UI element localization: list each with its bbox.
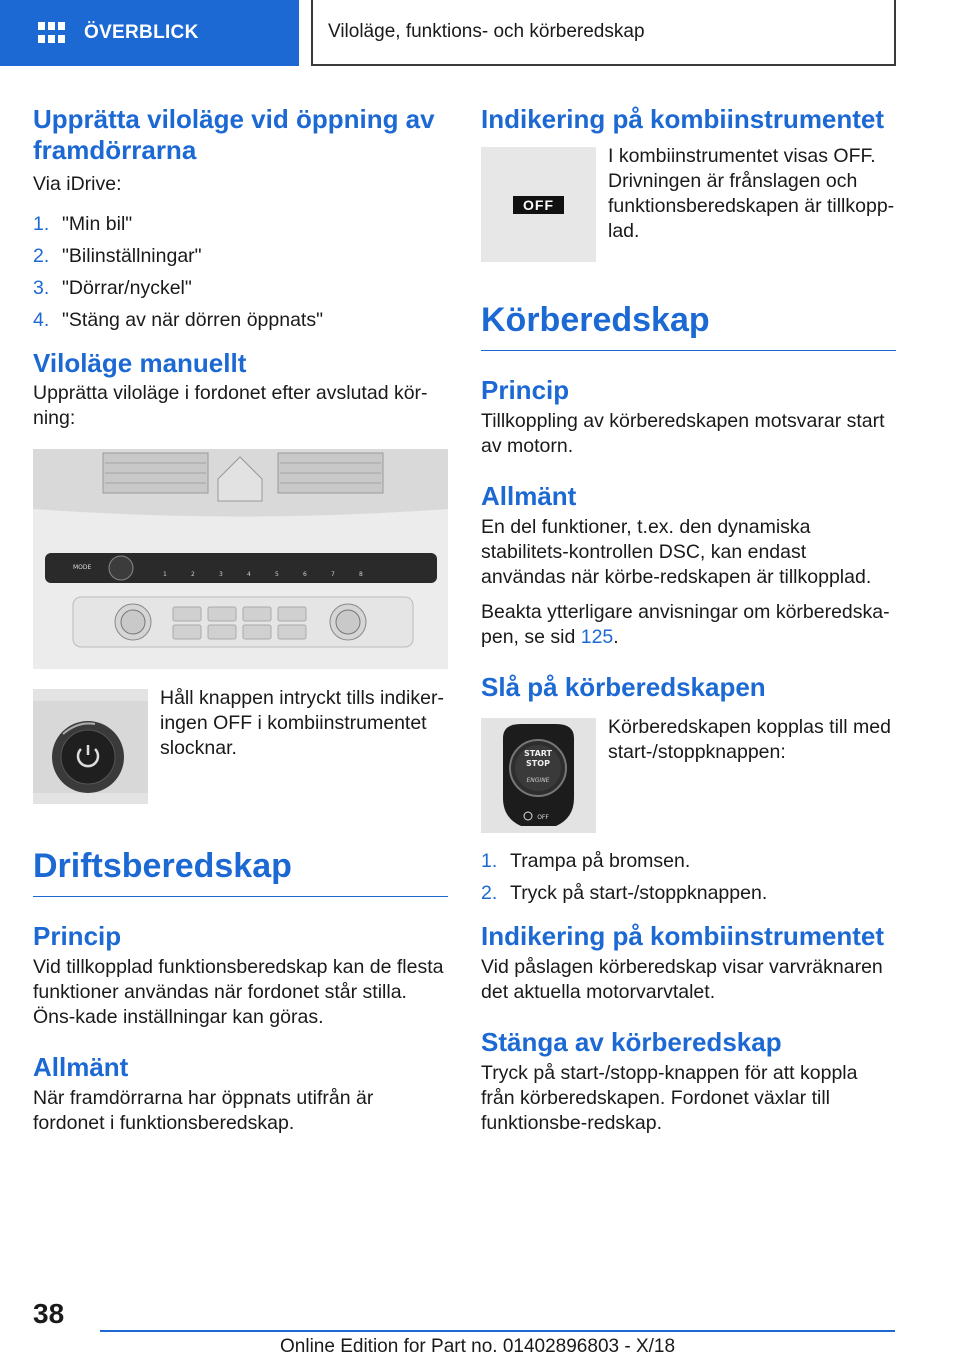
heading-korberedskap: Körberedskap: [481, 300, 896, 351]
idrive-steps-list: [33, 212, 448, 333]
heading-indikering-1: Indikering på kombiinstrumentet: [481, 104, 885, 134]
edition-text: Online Edition for Part no. 01402896803 - X/18: [280, 1336, 676, 1357]
list-item: 1. Trampa på bromsen.: [481, 850, 691, 872]
allmant-kor-text-2: Beakta ytterligare anvisningar om körberedska-pen, se sid 125.: [481, 601, 890, 648]
sla-pa-row: [481, 718, 896, 833]
off-indicator-label: OFF: [513, 196, 564, 214]
heading-stanga-av: Stänga av körberedskap: [481, 1027, 782, 1057]
center-console-image: [33, 449, 448, 669]
list-item: 2. "Bilinställningar": [33, 245, 202, 267]
start-steps-list: [481, 849, 896, 906]
off-indicator-image: [481, 147, 596, 262]
svg-text:4: 4: [247, 571, 251, 578]
start-stop-button-image: [481, 718, 596, 833]
heading-driftsberedskap: Driftsberedskap: [33, 846, 448, 897]
knob-row: [33, 689, 448, 804]
svg-text:START: START: [523, 749, 553, 758]
page-header: [0, 0, 960, 66]
heading-allmant-kor: Allmänt: [481, 481, 577, 511]
svg-text:1: 1: [163, 571, 167, 578]
indikering-2-text: Vid påslagen körberedskap visar varvräknaren det aktuella motorvarvtalet.: [481, 956, 883, 1003]
sla-pa-text: Körberedskapen kopplas till med start-/stoppknappen:: [608, 716, 891, 763]
overview-tab[interactable]: [0, 0, 299, 66]
svg-text:ENGINE: ENGINE: [526, 777, 550, 784]
heading-manual-rest-mode: Viloläge manuellt: [33, 348, 247, 378]
list-item: 1. "Min bil": [33, 213, 133, 235]
princip-kor-text: Tillkoppling av körberedskapen motsvarar start av motorn.: [481, 410, 885, 457]
footer-divider: [100, 1330, 895, 1332]
stanga-av-text: Tryck på start-/stopp-knappen för att koppla från körberedskapen. Fordonet växlar till funktionsbe-redskap.: [481, 1062, 858, 1134]
svg-text:6: 6: [303, 571, 307, 578]
heading-setup-rest-mode: Upprätta viloläge vid öppning av framdörrarna: [33, 104, 435, 165]
knob-caption: Håll knappen intryckt tills indiker-ingen OFF i kombiinstrumentet slocknar.: [160, 687, 444, 759]
indikering-1-text: I kombiinstrumentet visas OFF. Drivningen är frånslagen och funktionsberedskapen är tillkopp-lad.: [608, 145, 895, 242]
right-column: [481, 100, 896, 1136]
list-item: 2. Tryck på start-/stoppknappen.: [481, 882, 768, 904]
svg-text:OFF: OFF: [537, 814, 549, 821]
heading-princip-kor: Princip: [481, 375, 570, 405]
center-console-illustration: [33, 449, 448, 669]
overview-tab-label: ÖVERBLICK: [84, 22, 199, 43]
allmant-drift-text: När framdörrarna har öppnats utifrån är fordonet i funktionsberedskap.: [33, 1087, 374, 1134]
manual-rest-text: Upprätta viloläge i fordonet efter avslutad kör-ning:: [33, 382, 428, 429]
power-knob-image: [33, 689, 148, 804]
section-title: Viloläge, funktions- och körberedskap: [328, 21, 645, 42]
grid-icon: [38, 22, 66, 44]
heading-princip-drift: Princip: [33, 921, 122, 951]
heading-allmant-drift: Allmänt: [33, 1052, 129, 1082]
svg-text:STOP: STOP: [526, 759, 550, 768]
svg-text:3: 3: [219, 571, 223, 578]
svg-text:2: 2: [191, 571, 195, 578]
indikering-1-row: [481, 147, 896, 262]
list-item: 3. "Dörrar/nyckel": [33, 277, 192, 299]
princip-drift-text: Vid tillkopplad funktionsberedskap kan de flesta funktioner användas när fordonet står stilla. Öns-kade inställningar kan göras.: [33, 956, 444, 1028]
page-reference-link[interactable]: 125: [580, 626, 614, 648]
section-title-tab: [311, 0, 896, 66]
radio-mode-label: MODE: [73, 564, 92, 571]
list-item: 4. "Stäng av när dörren öppnats": [33, 309, 324, 331]
heading-indikering-2: Indikering på kombiinstrumentet: [481, 921, 885, 951]
svg-text:5: 5: [275, 571, 279, 578]
svg-text:8: 8: [359, 571, 363, 578]
left-column: [33, 100, 448, 1136]
svg-text:7: 7: [331, 571, 335, 578]
allmant-kor-text-1: En del funktioner, t.ex. den dynamiska stabilitets-kontrollen DSC, kan endast användas när körbe-redskapen är tillkopplad.: [481, 516, 872, 588]
heading-sla-pa: Slå på körberedskapen: [481, 672, 766, 702]
page-number: 38: [33, 1298, 65, 1329]
via-idrive-text: Via iDrive:: [33, 173, 122, 195]
